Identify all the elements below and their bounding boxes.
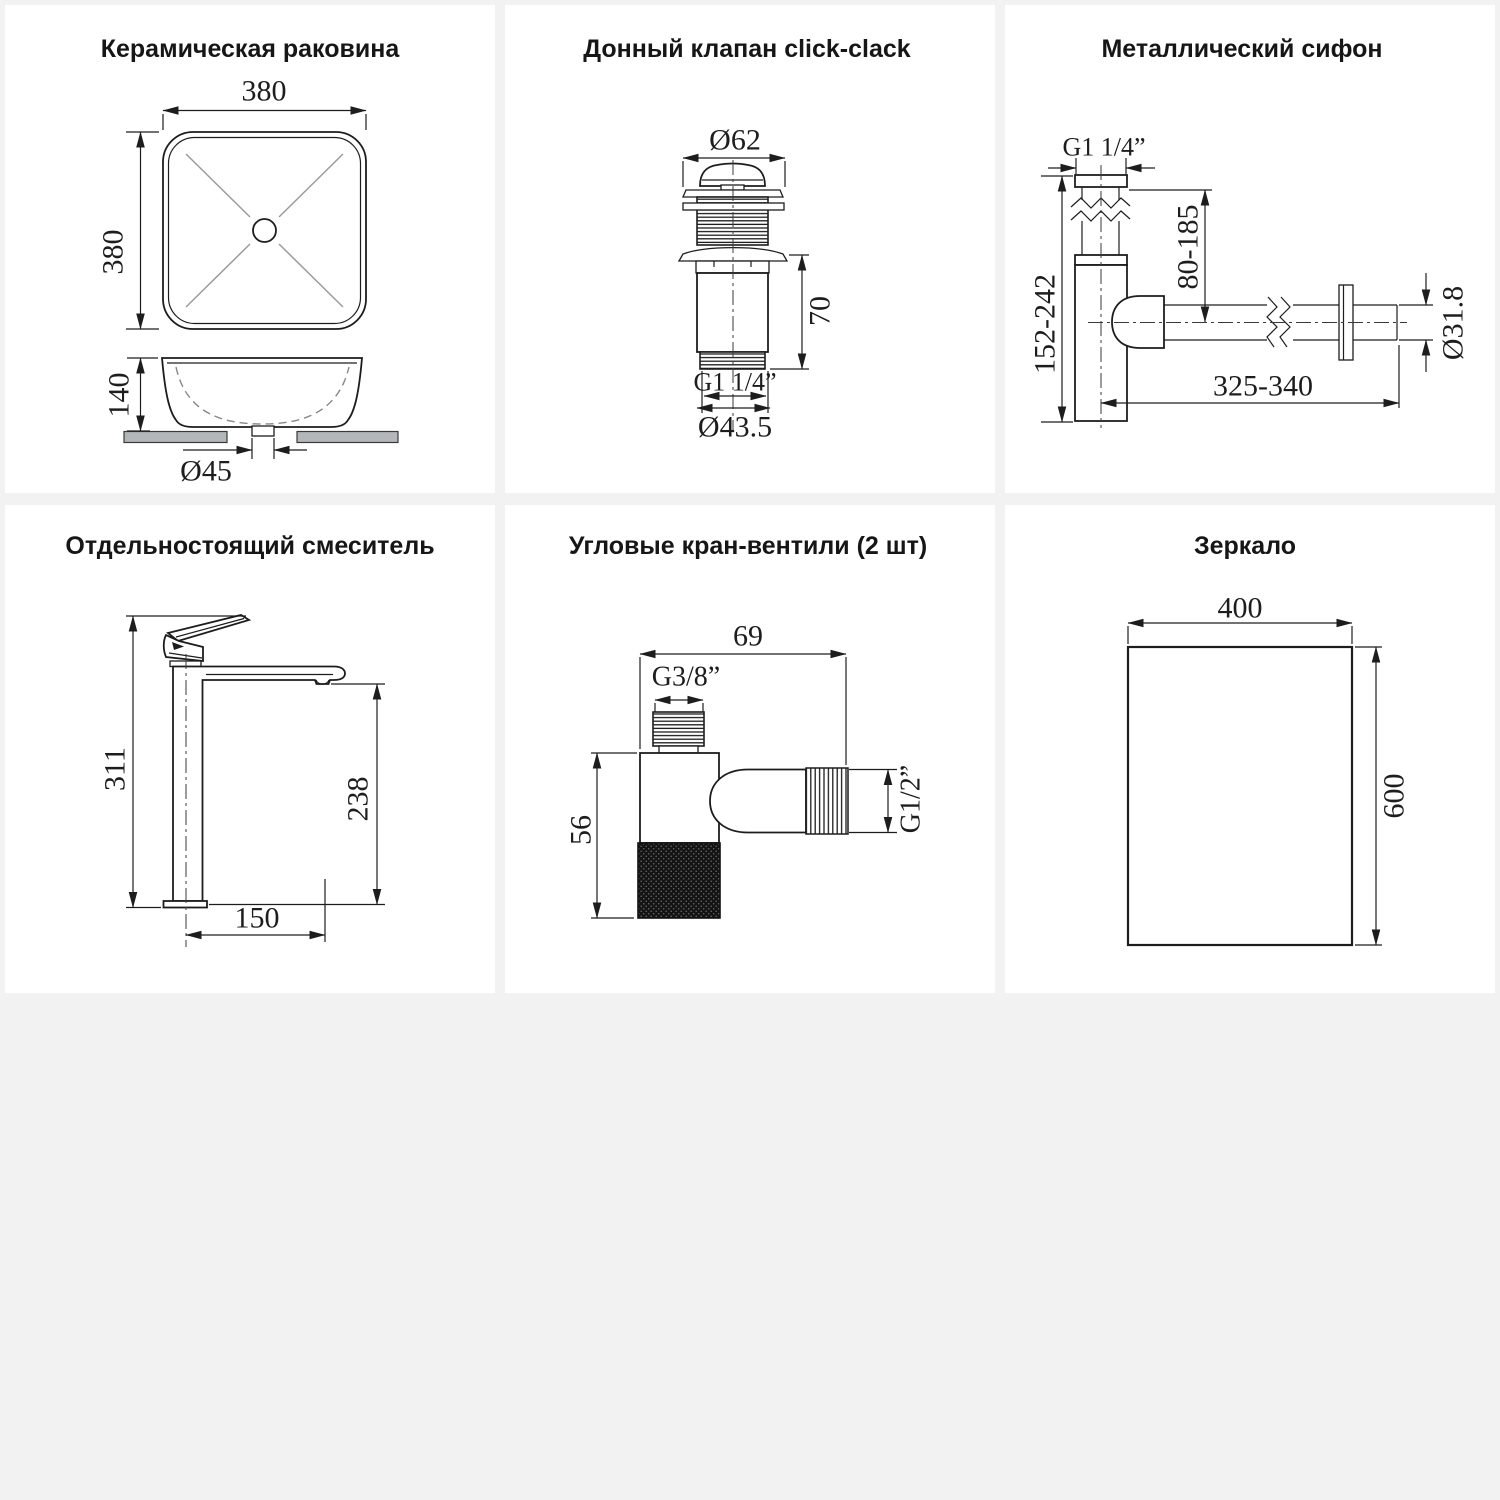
dim-inlet-height-range: 80-185 xyxy=(1171,204,1205,290)
panel-title: Угловые кран-вентили (2 шт) xyxy=(568,532,928,560)
dim-thread: G1 1/4” xyxy=(1062,132,1146,162)
mixer-body-and-spout xyxy=(173,667,345,902)
panel-title: Металлический сифон xyxy=(1101,35,1383,63)
dim-length-range: 325-340 xyxy=(1213,369,1313,403)
dim-drain-diameter: Ø45 xyxy=(180,454,232,488)
dim-body-height: 70 xyxy=(803,296,837,326)
mirror-outline xyxy=(1128,647,1352,945)
dim-thread: G1 1/4” xyxy=(693,367,777,397)
panel-title: Зеркало xyxy=(1193,532,1297,560)
dim-side-thread: G1/2” xyxy=(895,764,927,834)
sink-top-view-drawing xyxy=(163,132,366,329)
dim-spout-height: 238 xyxy=(341,776,375,822)
base-flange xyxy=(164,901,208,908)
mixer-dimensions xyxy=(99,616,386,942)
top-thread xyxy=(653,712,704,746)
mirror-drawing xyxy=(1128,647,1352,945)
drain-stub xyxy=(252,426,274,436)
dim-side-height: 140 xyxy=(102,372,136,418)
mixer-drawing xyxy=(164,615,346,947)
panel-title: Донный клапан click-clack xyxy=(583,35,911,63)
dim-height: 56 xyxy=(564,815,598,845)
dim-width: 69 xyxy=(733,619,763,653)
outlet-thread xyxy=(806,768,848,834)
dim-total-height: 311 xyxy=(98,747,132,791)
valve-body xyxy=(640,753,719,843)
panel-ceramic-sink xyxy=(5,5,495,493)
mounting-pad-right xyxy=(297,432,398,443)
sink-side-view-drawing xyxy=(124,358,398,443)
knurled-handle xyxy=(638,843,720,918)
dim-height-range: 152-242 xyxy=(1028,274,1062,374)
dim-top-thread: G3/8” xyxy=(651,661,721,693)
angle-valve-drawing xyxy=(638,712,848,918)
dim-tube-diameter: Ø31.8 xyxy=(1436,285,1470,361)
outlet-horn xyxy=(710,770,806,833)
panel-title: Отдельностоящий смеситель xyxy=(65,532,435,560)
dim-width: 400 xyxy=(1217,591,1263,625)
dim-body-diameter: Ø43.5 xyxy=(697,410,773,444)
panel-metal-siphon xyxy=(1005,5,1495,493)
panel-click-clack-valve xyxy=(505,5,995,493)
dim-cap-diameter: Ø62 xyxy=(709,123,761,157)
dim-height: 600 xyxy=(1377,773,1411,819)
panel-title: Керамическая раковина xyxy=(100,35,400,63)
mounting-pad-left xyxy=(124,432,227,443)
panel-mirror xyxy=(1005,505,1495,993)
panel-angle-valves xyxy=(505,505,995,993)
drain-hole xyxy=(253,219,276,242)
dim-top-depth: 380 xyxy=(96,229,130,275)
dim-top-width: 380 xyxy=(241,74,287,108)
dim-spout-reach: 150 xyxy=(234,901,280,935)
panel-freestanding-mixer xyxy=(5,505,495,993)
